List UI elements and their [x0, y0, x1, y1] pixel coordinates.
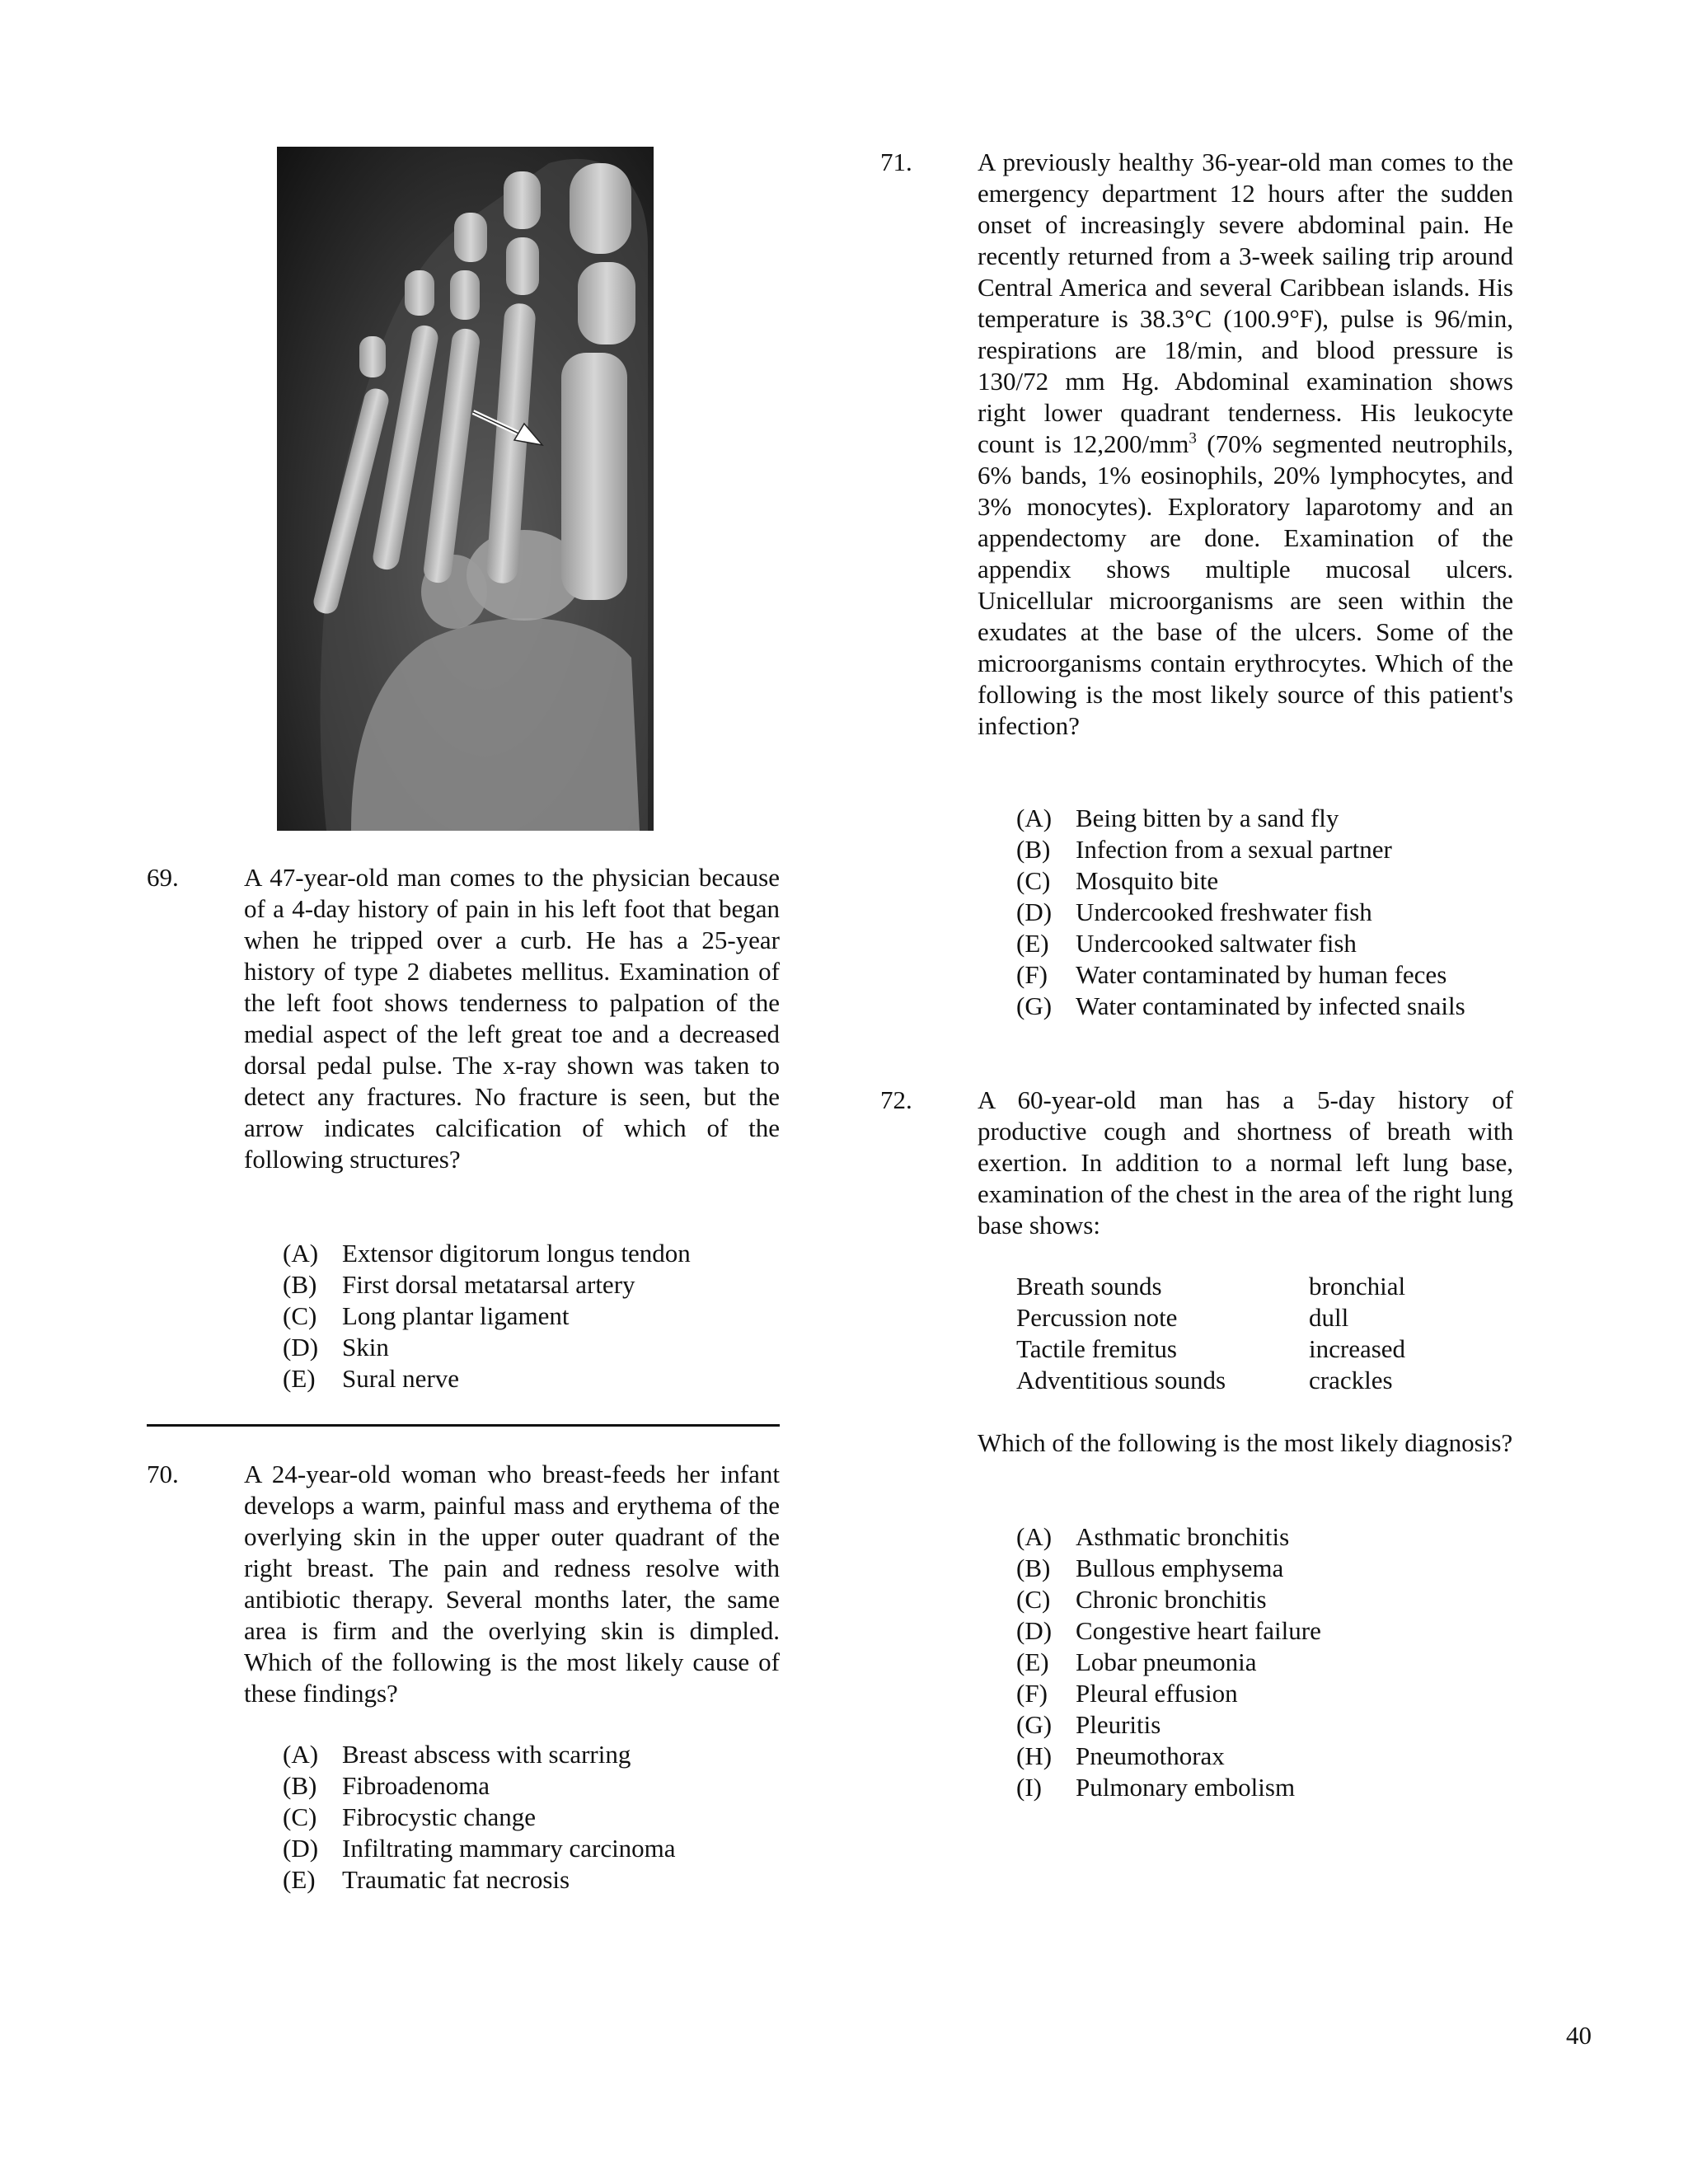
answer-options — [1016, 803, 1465, 1022]
findings-row: Tactile fremitus increased — [1016, 1334, 1406, 1363]
answer-option[interactable]: (E) Undercooked saltwater fish — [1016, 929, 1357, 958]
answer-option[interactable]: (E) Sural nerve — [283, 1364, 460, 1393]
answer-option[interactable]: (F) Pleural effusion — [1016, 1679, 1238, 1708]
answer-option[interactable]: (F) Water contaminated by human feces — [1016, 960, 1447, 989]
answer-option[interactable]: (A) Asthmatic bronchitis — [1016, 1522, 1290, 1551]
answer-option[interactable]: (E) Lobar pneumonia — [1016, 1647, 1257, 1676]
answer-option[interactable]: (C) Fibrocystic change — [283, 1802, 537, 1831]
answer-option[interactable]: (C) Chronic bronchitis — [1016, 1585, 1267, 1614]
divider-line — [147, 1424, 780, 1427]
answer-option[interactable]: (H) Pneumothorax — [1016, 1741, 1225, 1770]
findings-row: Adventitious sounds crackles — [1016, 1366, 1393, 1394]
question-number: 70. — [147, 1460, 179, 1488]
question-number: 69. — [147, 863, 179, 892]
answer-option[interactable]: (D) Congestive heart failure — [1016, 1616, 1321, 1645]
question-stem: A 47-year-old man comes to the physician because of a 4-day history of pain in his left foot that began when he tripped over a curb. He has a 25-year history of type 2 diabetes mellitus. Examination of the left foot shows tenderness to palpation of the medial aspect of the left great toe and a decreased dorsal pedal pulse. The x-ray shown was taken to detect any fractures. No fracture is seen, but the arrow indicates calcification of which of the following structures? — [244, 863, 780, 1174]
answer-option[interactable]: (D) Skin — [283, 1333, 389, 1361]
answer-option[interactable]: (G) Pleuritis — [1016, 1710, 1161, 1739]
answer-option[interactable]: (D) Infiltrating mammary carcinoma — [283, 1834, 676, 1863]
xray-image — [277, 147, 654, 831]
answer-option[interactable]: (B) Bullous emphysema — [1016, 1554, 1284, 1582]
answer-options — [283, 1739, 676, 1896]
answer-option[interactable]: (B) Infection from a sexual partner — [1016, 835, 1392, 864]
answer-option[interactable]: (E) Traumatic fat necrosis — [283, 1865, 570, 1894]
answer-option[interactable]: (C) Long plantar ligament — [283, 1301, 570, 1330]
answer-option[interactable]: (B) First dorsal metatarsal artery — [283, 1270, 635, 1299]
findings-row: Percussion note dull — [1016, 1303, 1349, 1332]
answer-option[interactable]: (D) Undercooked freshwater fish — [1016, 898, 1372, 926]
answer-option[interactable]: (A) Being bitten by a sand fly — [1016, 804, 1339, 832]
answer-option[interactable]: (G) Water contaminated by infected snails — [1016, 991, 1465, 1020]
answer-option[interactable]: (B) Fibroadenoma — [283, 1771, 490, 1800]
question-prompt: Which of the following is the most likely diagnosis? — [978, 1428, 1513, 1457]
question-number: 72. — [880, 1085, 912, 1114]
answer-options — [1016, 1521, 1321, 1803]
findings-row: Breath sounds bronchial — [1016, 1272, 1406, 1301]
answer-options — [283, 1238, 691, 1394]
answer-option[interactable]: (A) Extensor digitorum longus tendon — [283, 1239, 691, 1268]
page-number: 40 — [1566, 2021, 1592, 2050]
question-stem: A previously healthy 36-year-old man comes to the emergency department 12 hours after the sudden onset of increasingly severe abdominal pain. He recently returned from a 3-week sailing trip around Central America and several Caribbean islands. His temperature is 38.3°C (100.9°F), pulse is 96/min, respirations are 18/min, and blood pressure is 130/72 mm Hg. Abdominal examination shows right lower quadrant tenderness. His leukocyte count is $12,200/mm^3$ (70% segmented neutrophils, 6% bands, 1% eosinophils, 20% lymphocytes, and 3% monocytes). Exploratory laparotomy and an appendectomy are done. Examination of the appendix shows multiple mucosal ulcers. Unicellular microorganisms are seen within the exudates at the base of the ulcers. Some of the microorganisms contain erythrocytes. Which of the following is the most likely source of this patient's infection? — [978, 148, 1513, 740]
question-number: 71. — [880, 148, 912, 176]
question-stem: A 60-year-old man has a 5-day history of productive cough and shortness of breath with exertion. In addition to a normal left lung base, examination of the chest in the area of the right lung base shows: — [978, 1085, 1513, 1240]
answer-option[interactable]: (A) Breast abscess with scarring — [283, 1740, 631, 1769]
question-stem: A 24-year-old woman who breast-feeds her infant develops a warm, painful mass and erythema of the overlying skin in the upper outer quadrant of the right breast. The pain and redness resolve with antibiotic therapy. Several months later, the same area is firm and the overlying skin is dimpled. Which of the following is the most likely cause of these findings? — [244, 1460, 780, 1708]
answer-option[interactable]: (I) Pulmonary embolism — [1016, 1773, 1296, 1802]
findings-table — [1016, 1271, 1405, 1396]
foot-bones-drawing — [277, 147, 654, 831]
answer-option[interactable]: (C) Mosquito bite — [1016, 866, 1219, 895]
